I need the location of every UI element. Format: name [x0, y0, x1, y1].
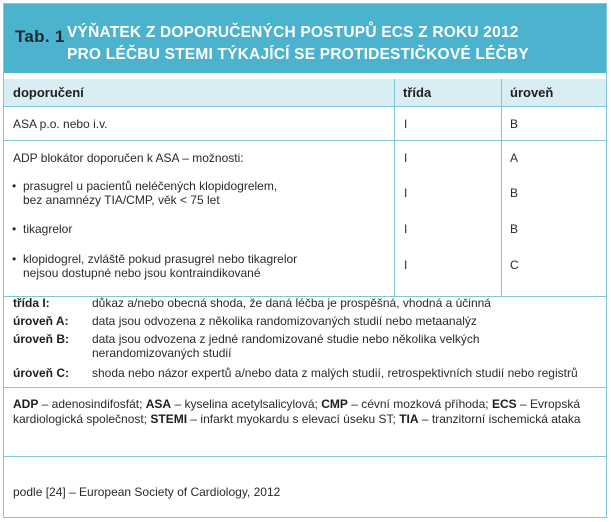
- legend-key: třída I:: [13, 296, 50, 310]
- row-divider: [4, 106, 606, 107]
- abbr-term: STEMI: [150, 411, 188, 426]
- abbr-term: ASA: [145, 397, 172, 411]
- row-divider: [4, 456, 606, 457]
- abbreviations: [13, 397, 598, 426]
- abbr-term: TIA: [399, 411, 419, 426]
- class-value: I: [404, 151, 408, 165]
- legend-key: úroveň A:: [13, 314, 69, 328]
- column-header-trida: třída: [403, 85, 432, 100]
- column-header-doporuceni: doporučení: [13, 85, 84, 100]
- table-header: [4, 4, 606, 73]
- class-value: I: [404, 186, 408, 200]
- table-number: Tab. 1: [15, 27, 65, 46]
- recommendation-text-line-1: • klopidogrel, zvláště pokud prasugrel nebo tikagrelor: [23, 252, 298, 266]
- abbr-definition: – Evropská kardiologická společnost;: [13, 397, 580, 426]
- title-line-1: VÝŇATEK Z DOPORUČENÝCH POSTUPŮ ECS Z ROKU 2012: [67, 24, 519, 41]
- recommendation-text-line-2: bez anamnézy TIA/CMP, věk < 75 let: [23, 193, 220, 207]
- row-divider: [4, 140, 606, 141]
- legend-value: data jsou odvozena z několika randomizovaných studií nebo metaanalýz: [92, 314, 477, 328]
- column-header-row: [4, 79, 606, 106]
- level-value: A: [510, 151, 519, 165]
- legend-key: úroveň B:: [13, 332, 70, 346]
- recommendation-text-line-1: • prasugrel u pacientů neléčených klopidogrelem,: [23, 179, 278, 193]
- abbr-term: CMP: [321, 397, 348, 411]
- abbr-term: ECS: [491, 397, 517, 411]
- legend-value-line-2: nerandomizovaných studií: [92, 346, 232, 360]
- source-note: podle [24] – European Society of Cardiology, 2012: [13, 485, 281, 499]
- list-item: [13, 252, 383, 280]
- column-header-uroven: úroveň: [510, 85, 554, 100]
- row-divider: [4, 387, 606, 388]
- abbr-definition: – adenosindifosfát;: [38, 397, 146, 411]
- level-value: B: [510, 117, 519, 131]
- class-value: I: [404, 258, 408, 272]
- class-value: I: [404, 222, 408, 236]
- abbr-definition: – kyselina acetylsalicylová;: [171, 397, 322, 411]
- table-frame: [3, 3, 607, 518]
- recommendation-text: • tikagrelor: [23, 222, 73, 236]
- recommendation-text-line-2: nejsou dostupné nebo jsou kontraindikované: [23, 266, 261, 280]
- abbr-definition: – tranzitorní ischemická ataka: [418, 411, 581, 426]
- level-value: B: [510, 186, 519, 200]
- recommendation-text: ASA p.o. nebo i.v.: [13, 117, 108, 131]
- recommendation-text: ADP blokátor doporučen k ASA – možnosti:: [13, 151, 244, 165]
- table-title: [67, 22, 587, 66]
- legend-value: důkaz a/nebo obecná shoda, že daná léčba je prospěšná, vhodná a účinná: [92, 296, 491, 310]
- level-value: C: [510, 258, 519, 272]
- title-line-2: PRO LÉČBU STEMI TÝKAJÍCÍ SE PROTIDESTIČKOVÉ LÉČBY: [67, 46, 529, 63]
- abbr-definition: – infarkt myokardu s elevací úseku ST;: [187, 411, 400, 426]
- level-value: B: [510, 222, 519, 236]
- list-item: [13, 222, 383, 236]
- list-item: [13, 179, 383, 207]
- abbr-definition: – cévní mozková příhoda;: [347, 397, 492, 411]
- legend-key: úroveň C:: [13, 366, 70, 380]
- column-divider: [394, 79, 395, 296]
- legend-value: [92, 332, 597, 360]
- legend-value-line-1: data jsou odvozena z jedné randomizované studie nebo několika velkých: [92, 332, 480, 346]
- column-divider: [501, 79, 502, 296]
- class-value: I: [404, 117, 408, 131]
- abbr-term: ADP: [13, 397, 39, 411]
- legend-value: shoda nebo názor expertů a/nebo data z malých studií, retrospektivních studií nebo registrů: [92, 366, 578, 380]
